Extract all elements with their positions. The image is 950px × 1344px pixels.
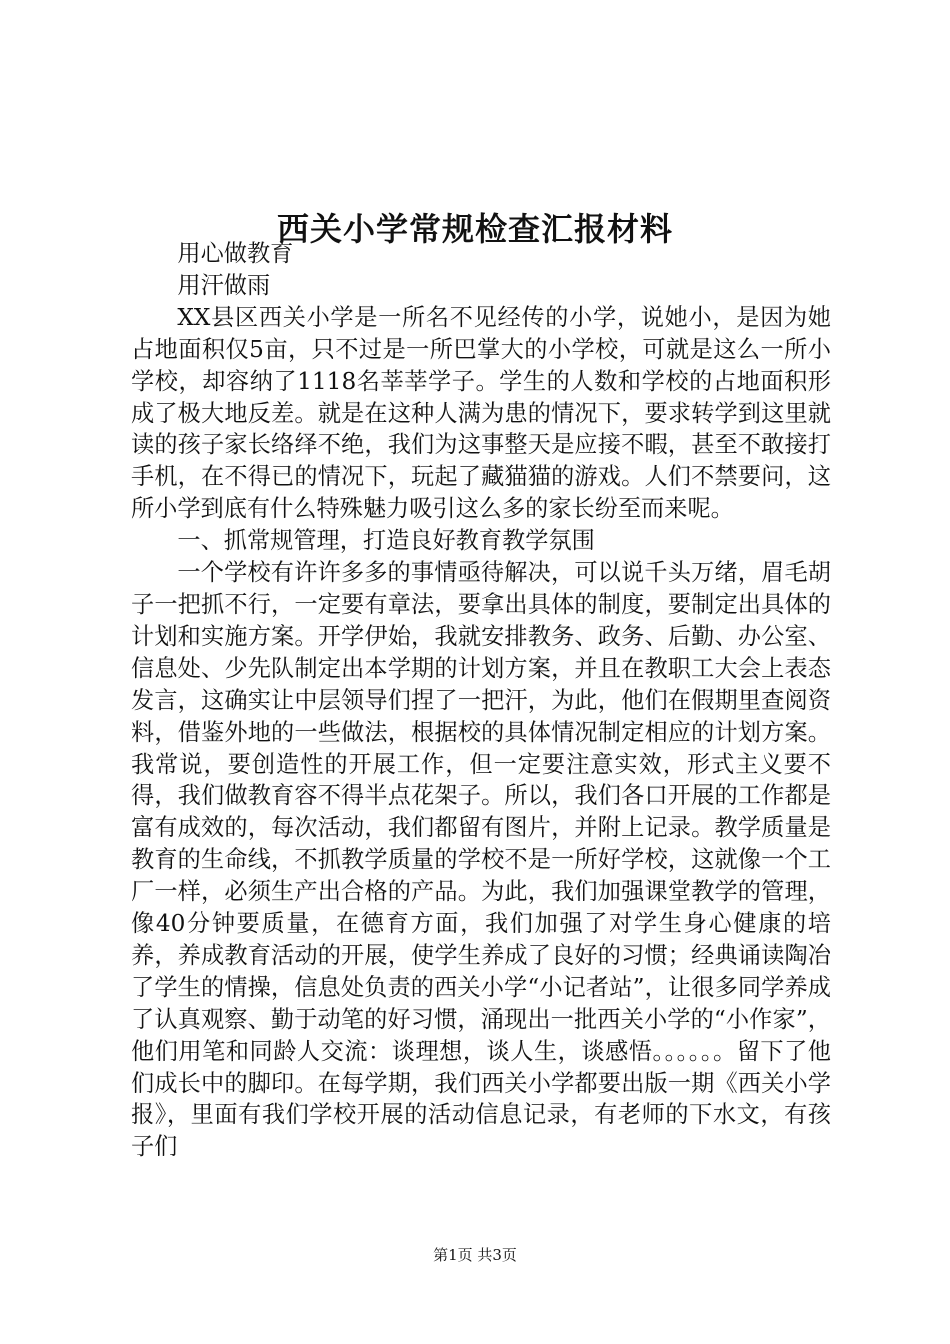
paragraph-motto-1: 用心做教育 <box>177 240 294 267</box>
section-heading-1: 一、抓常规管理，打造良好教育教学氛围 <box>177 527 595 555</box>
paragraph-motto-2: 用汗做雨 <box>177 271 271 299</box>
paragraph-intro: XX县区西关小学是一所名不见经传的小学，说她小，是因为她占地面积仅5亩，只不过是一所巴掌大的小学校，可就是这么一所小学校，却容纳了1118名莘莘学子。学生的人数和学校的占地面积形成了极大地反差。就是在这种人满为患的情况下，要求转学到这里就读的孩子家长络绎不绝，我们为这事整天是应接不暇，甚至不敢接打手机，在不得已的情况下，玩起了藏猫猫的游戏。人们不禁要问，这所小学到底有什么特殊魅力吸引这么多的家长纷至而来呢。 <box>131 303 831 523</box>
document-title: 西关小学常规检查汇报材料 <box>276 210 673 249</box>
paragraph-section-1: 一个学校有许许多多的事情亟待解决，可以说千头万绪，眉毛胡子一把抓不行，一定要有章法，要拿出具体的制度，要制定出具体的计划和实施方案。开学伊始，我就安排教务、政务、后勤、办公室、信息处、少先队制定出本学期的计划方案，并且在教职工大会上表态发言，这确实让中层领导们捏了一把汗，为此，他们在假期里查阅资料，借鉴外地的一些做法，根据校的具体情况制定相应的计划方案。我常说，要创造性的开展工作，但一定要注意实效，形式主义要不得，我们做教育容不得半点花架子。所以，我们各口开展的工作都是富有成效的，每次活动，我们都留有图片，并附上记录。教学质量是教育的生命线，不抓教学质量的学校不是一所好学校，这就像一个工厂一样，必须生产出合格的产品。为此，我们加强课堂教学的管理，像40分钟要质量，在德育方面，我们加强了对学生身心健康的培养，养成教育活动的开展，使学生养成了良好的习惯；经典诵读陶冶了学生的情操，信息处负责的西关小学“小记者站”，让很多同学养成了认真观察、勤于动笔的好习惯，涌现出一批西关小学的“小作家”，他们用笔和同龄人交流：谈理想，谈人生，谈感悟。。。。。。留下了他们成长中的脚印。在每学期，我们西关小学都要出版一期《西关小学报》，里面有我们学校开展的活动信息记录，有老师的下水文，有孩子们 <box>131 559 831 1161</box>
document-body <box>131 238 831 1163</box>
page-footer: 第1页 共3页 <box>433 1246 517 1264</box>
